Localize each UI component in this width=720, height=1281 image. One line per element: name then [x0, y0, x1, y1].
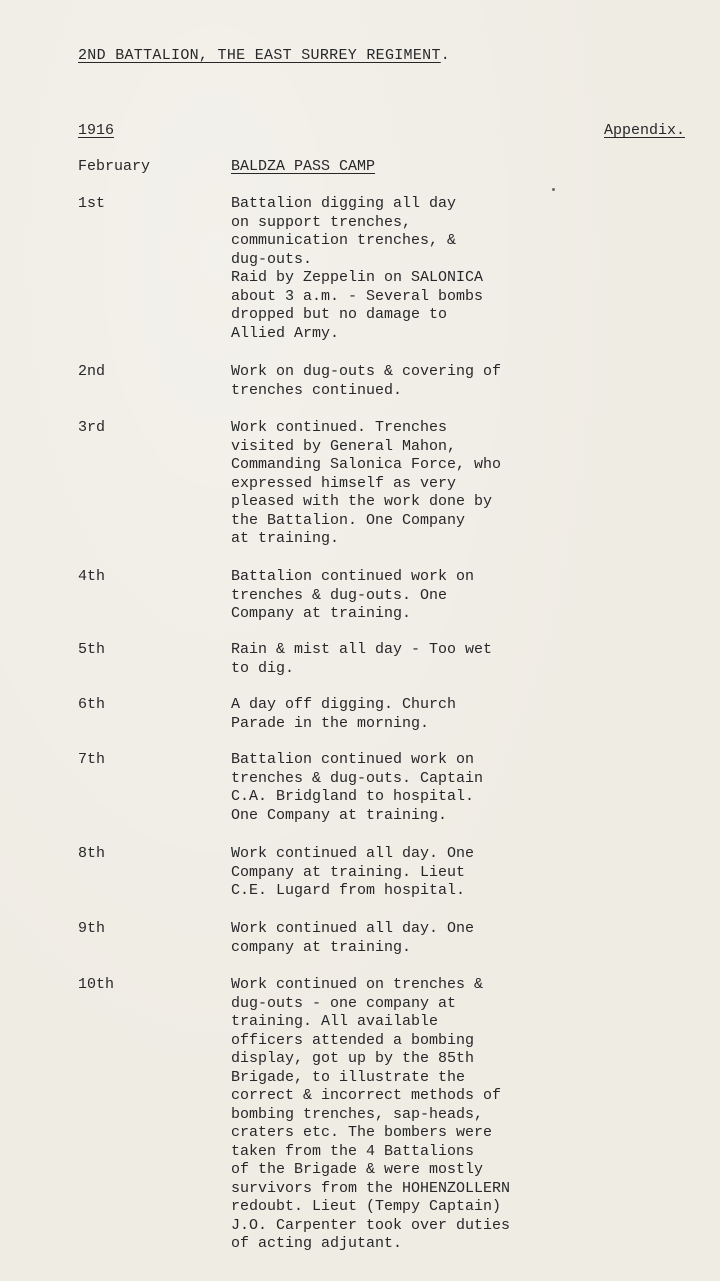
entry-text-5: Rain & mist all day - Too wet to dig.: [231, 641, 493, 677]
entry-day-7: 7th: [78, 751, 106, 768]
appendix-label: Appendix.: [604, 122, 686, 139]
entry-text-6: A day off digging. Church Parade in the morning.: [231, 696, 457, 732]
year-heading: 1916: [78, 122, 115, 139]
entry-text-10: Work continued on trenches & dug-outs - one company at training. All available officers attended a bombing display, got up by the 85th Brigade, to illustrate the correct & incorrect methods of bombing trenches, sap-heads, craters etc. The bombers were taken from the 4 Battalions of the Brigade & were mostly survivors from the HOHENZOLLERN redoubt. Lieut (Tempy Captain) J.O. Carpenter took over duties of acting adjutant.: [231, 976, 511, 1252]
entry-day-1: 1st: [78, 195, 106, 212]
location-heading: BALDZA PASS CAMP: [231, 158, 376, 175]
entry-text-1: Battalion digging all day on support trenches, communication trenches, & dug-outs. Raid by Zeppelin on SALONICA about 3 a.m. - Several bombs dropped but no damage to Allied Army.: [231, 195, 484, 342]
ink-speck: [552, 188, 555, 191]
entry-day-4: 4th: [78, 568, 106, 585]
entry-day-10: 10th: [78, 976, 115, 993]
document-title-period: .: [440, 47, 451, 64]
month-label: February: [78, 158, 151, 175]
entry-day-2: 2nd: [78, 363, 106, 380]
entry-day-3: 3rd: [78, 419, 106, 436]
entry-text-3: Work continued. Trenches visited by General Mahon, Commanding Salonica Force, who expressed himself as very pleased with the work done by the Battalion. One Company at training.: [231, 419, 502, 547]
entry-text-4: Battalion continued work on trenches & dug-outs. One Company at training.: [231, 568, 475, 622]
entry-day-8: 8th: [78, 845, 106, 862]
entry-day-6: 6th: [78, 696, 106, 713]
entry-text-9: Work continued all day. One company at training.: [231, 920, 475, 956]
entry-text-2: Work on dug-outs & covering of trenches continued.: [231, 363, 502, 399]
document-title: [78, 47, 450, 64]
entry-text-7: Battalion continued work on trenches & dug-outs. Captain C.A. Bridgland to hospital. One Company at training.: [231, 751, 484, 824]
document-title-text: 2ND BATTALION, THE EAST SURREY REGIMENT: [78, 47, 441, 64]
entry-text-8: Work continued all day. One Company at training. Lieut C.E. Lugard from hospital.: [231, 845, 475, 899]
entry-day-9: 9th: [78, 920, 106, 937]
entry-day-5: 5th: [78, 641, 106, 658]
